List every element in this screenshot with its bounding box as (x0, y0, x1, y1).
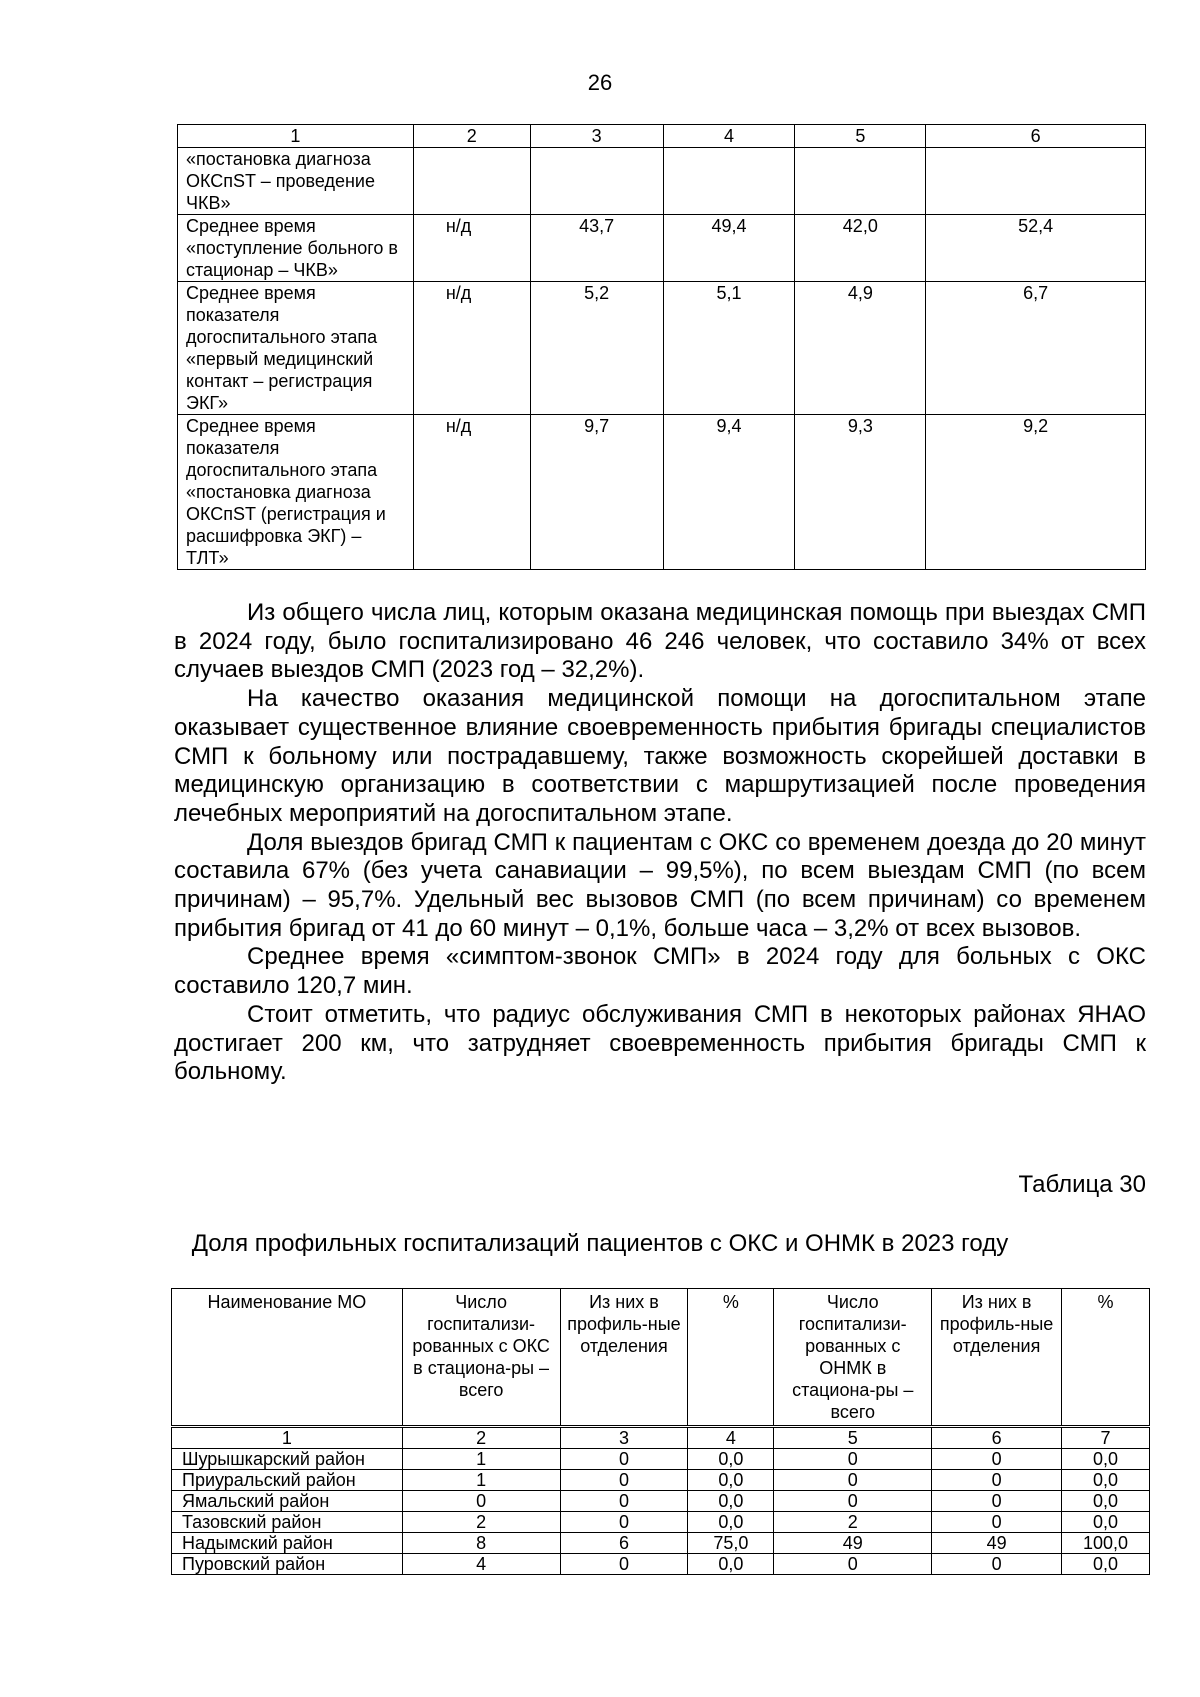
table-cell (795, 148, 926, 215)
table-cell: 42,0 (795, 215, 926, 282)
table-cell: 9,7 (530, 415, 663, 570)
table-cell: 4 (402, 1554, 560, 1575)
table-cell: 6,7 (926, 282, 1146, 415)
table-row (172, 1470, 1150, 1491)
table-cell: 9,2 (926, 415, 1146, 570)
table-row (178, 215, 1146, 282)
paragraph: Из общего числа лиц, которым оказана медицинская помощь при выездах СМП в 2024 году, было госпитализировано 46 246 человек, что составило 34% от всех случаев выездов СМП (2023 год – 32,2%). (174, 599, 1146, 684)
column-number: 2 (402, 1427, 560, 1449)
table-row (172, 1554, 1150, 1575)
table-cell: 0,0 (688, 1491, 774, 1512)
table-cell: 0 (932, 1491, 1062, 1512)
table-cell: 0,0 (1062, 1512, 1150, 1533)
table-cell (530, 148, 663, 215)
column-number: 1 (172, 1427, 403, 1449)
column-number-row (172, 1427, 1150, 1449)
table-cell: 0,0 (1062, 1449, 1150, 1470)
column-number-row (178, 125, 1146, 148)
profile-hospitalization-table (171, 1288, 1150, 1575)
table-cell: 49 (932, 1533, 1062, 1554)
indicator-label: Среднее время «поступление больного в стационар – ЧКВ» (178, 215, 414, 282)
table-cell: 1 (402, 1449, 560, 1470)
column-number: 1 (178, 125, 414, 148)
column-header: % (688, 1289, 774, 1427)
indicator-label: «постановка диагноза ОКСпST – проведение ЧКВ» (178, 148, 414, 215)
table-cell: 52,4 (926, 215, 1146, 282)
table-cell: 0,0 (688, 1449, 774, 1470)
table-cell: 0 (774, 1554, 932, 1575)
table-row (178, 148, 1146, 215)
table-cell: 0 (560, 1491, 688, 1512)
table-cell: 5,1 (663, 282, 795, 415)
indicators-table-continued (177, 124, 1146, 570)
table-title: Доля профильных госпитализаций пациентов с ОКС и ОНМК в 2023 году (191, 1230, 1009, 1257)
table-cell (663, 148, 795, 215)
table-row (178, 282, 1146, 415)
district-name: Ямальский район (172, 1491, 403, 1512)
table-cell: 0 (560, 1449, 688, 1470)
table-cell: 0 (932, 1512, 1062, 1533)
column-header: Число госпитализи-рованных с ОНМК в стациона-ры – всего (774, 1289, 932, 1427)
table-cell: 100,0 (1062, 1533, 1150, 1554)
table-cell: 0 (560, 1512, 688, 1533)
table-cell (926, 148, 1146, 215)
column-header: Из них в профиль-ные отделения (560, 1289, 688, 1427)
column-number: 7 (1062, 1427, 1150, 1449)
table-row (178, 415, 1146, 570)
table-cell: 0,0 (1062, 1554, 1150, 1575)
column-number: 3 (560, 1427, 688, 1449)
table-row (172, 1491, 1150, 1512)
table-cell: 2 (774, 1512, 932, 1533)
column-number: 5 (795, 125, 926, 148)
table-cell: 6 (560, 1533, 688, 1554)
table-row (172, 1512, 1150, 1533)
column-header: % (1062, 1289, 1150, 1427)
table-cell: 9,4 (663, 415, 795, 570)
column-number: 5 (774, 1427, 932, 1449)
column-header: Наименование МО (172, 1289, 403, 1427)
column-number: 2 (413, 125, 530, 148)
body-text (174, 599, 1146, 1087)
table-cell: 0,0 (688, 1554, 774, 1575)
table-cell: 2 (402, 1512, 560, 1533)
district-name: Тазовский район (172, 1512, 403, 1533)
column-number: 6 (926, 125, 1146, 148)
paragraph: Стоит отметить, что радиус обслуживания СМП в некоторых районах ЯНАО достигает 200 км, что затрудняет своевременность прибытия бригады СМП к больному. (174, 1000, 1146, 1086)
indicator-label: Среднее время показателя догоспитального этапа «постановка диагноза ОКСпST (регистрация и расшифровка ЭКГ) – ТЛТ» (178, 415, 414, 570)
table-cell: 4,9 (795, 282, 926, 415)
column-header: Из них в профиль-ные отделения (932, 1289, 1062, 1427)
header-row (172, 1289, 1150, 1427)
column-number: 4 (688, 1427, 774, 1449)
column-header: Число госпитализи-рованных с ОКС в стациона-ры – всего (402, 1289, 560, 1427)
table-cell: 75,0 (688, 1533, 774, 1554)
paragraph: Доля выездов бригад СМП к пациентам с ОКС со временем доезда до 20 минут составила 67% (без учета санавиации – 99,5%), по всем выездам СМП (по всем причинам) – 95,7%. Удельный вес вызовов СМП (по всем причинам) со временем прибытия бригад от 41 до 60 минут – 0,1%, больше часа – 3,2% от всех вызовов. (174, 828, 1146, 942)
table-row (172, 1449, 1150, 1470)
column-number: 6 (932, 1427, 1062, 1449)
table-row (172, 1533, 1150, 1554)
table-cell: 0,0 (688, 1512, 774, 1533)
table-cell: 0 (774, 1491, 932, 1512)
table-cell: н/д (413, 215, 530, 282)
table-cell: 49,4 (663, 215, 795, 282)
district-name: Шурышкарский район (172, 1449, 403, 1470)
district-name: Надымский район (172, 1533, 403, 1554)
table-cell: н/д (413, 282, 530, 415)
page-number: 26 (587, 70, 613, 95)
table-cell: 0 (932, 1470, 1062, 1491)
paragraph: Среднее время «симптом-звонок СМП» в 2024 году для больных с ОКС составило 120,7 мин. (174, 943, 1146, 1000)
paragraph: На качество оказания медицинской помощи на догоспитальном этапе оказывает существенное влияние своевременность прибытия бригады специалистов СМП к больному или пострадавшему, также возможность скорейшей доставки в медицинскую организацию в соответствии с маршрутизацией после проведения лечебных мероприятий на догоспитальном этапе. (174, 685, 1146, 827)
table-cell: 5,2 (530, 282, 663, 415)
column-number: 3 (530, 125, 663, 148)
table-cell: 0 (560, 1470, 688, 1491)
table-cell: 0 (932, 1449, 1062, 1470)
table-cell: 0,0 (688, 1470, 774, 1491)
table-cell: 1 (402, 1470, 560, 1491)
column-number: 4 (663, 125, 795, 148)
table-cell: 9,3 (795, 415, 926, 570)
indicator-label: Среднее время показателя догоспитального этапа «первый медицинский контакт – регистрация ЭКГ» (178, 282, 414, 415)
table-cell: 49 (774, 1533, 932, 1554)
table-cell: 0 (932, 1554, 1062, 1575)
district-name: Пуровский район (172, 1554, 403, 1575)
table-cell: 43,7 (530, 215, 663, 282)
table-cell: 8 (402, 1533, 560, 1554)
district-name: Приуральский район (172, 1470, 403, 1491)
table-cell: 0 (402, 1491, 560, 1512)
table-cell: 0,0 (1062, 1491, 1150, 1512)
table-cell: н/д (413, 415, 530, 570)
table-cell: 0 (774, 1470, 932, 1491)
table-cell: 0 (774, 1449, 932, 1470)
table-cell: 0 (560, 1554, 688, 1575)
table-cell (413, 148, 530, 215)
table-caption: Таблица 30 (1018, 1171, 1146, 1198)
table-cell: 0,0 (1062, 1470, 1150, 1491)
